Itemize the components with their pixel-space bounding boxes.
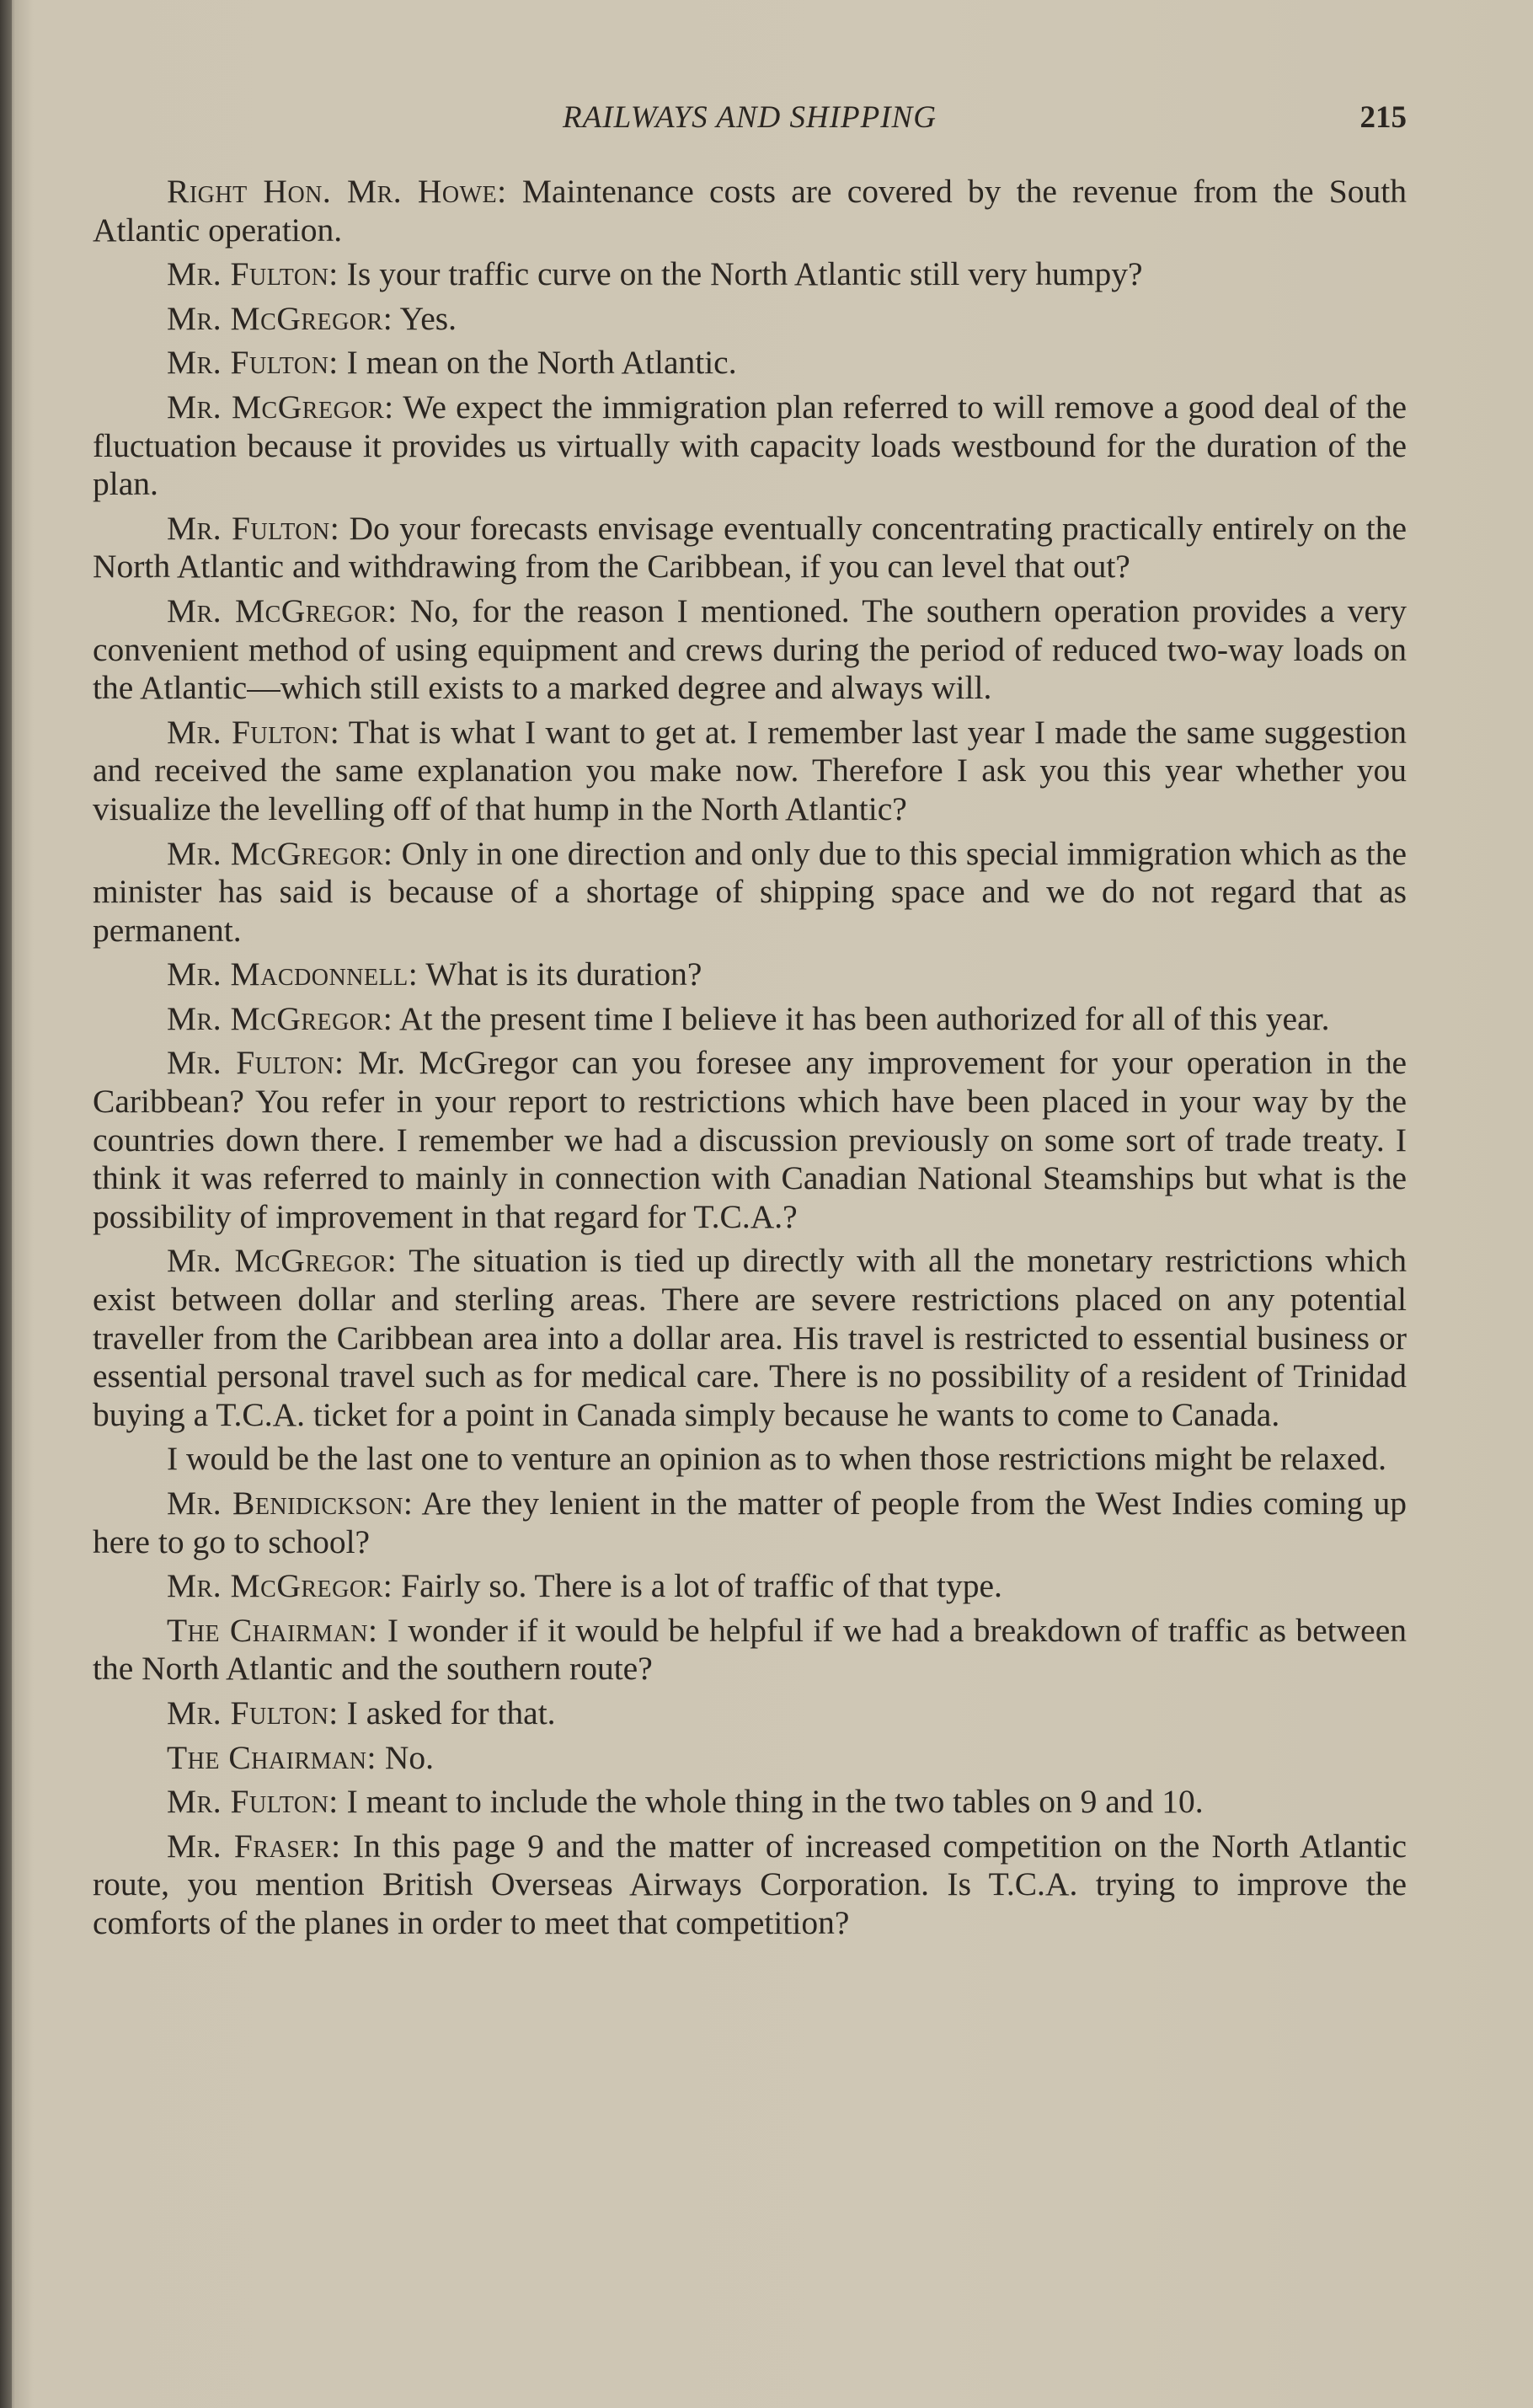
paragraph-text: The situation is tied up directly with all the monetary restrictions which exist between dollar and sterling areas. There are severe restrictions placed on any potential traveller from the Caribbean area into a dollar area. His travel is restricted to essential business or essential personal travel such as for medical care. There is no possibility of a resident of Trinidad buying a T.C.A. ticket for a point in Canada simply because he wants to come to Canada.: [93, 1242, 1407, 1433]
paragraph: [93, 1044, 1407, 1236]
speaker-name: Mr. Macdonnell:: [167, 955, 419, 993]
speaker-name: Mr. Benidickson:: [167, 1485, 414, 1522]
running-head: RAILWAYS AND SHIPPING: [563, 100, 937, 135]
speaker-name: Mr. McGregor:: [167, 299, 393, 337]
speaker-name: Mr. Fulton:: [167, 509, 340, 547]
paragraph-text: I wonder if it would be helpful if we had a breakdown of traffic as between the North Atlantic and the southern route?: [93, 1611, 1407, 1688]
speaker-name: Right Hon. Mr. Howe:: [167, 173, 507, 210]
paragraph: [93, 1783, 1407, 1822]
speaker-name: Mr. Fulton:: [167, 1044, 345, 1082]
page-number: 215: [1359, 100, 1407, 135]
paragraph: [93, 1739, 1407, 1778]
paragraph-text: At the present time I believe it has been authorized for all of this year.: [393, 999, 1330, 1037]
speaker-name: Mr. Fulton:: [167, 344, 339, 382]
speaker-name: Mr. Fulton:: [167, 1694, 339, 1731]
paragraph-text: Do your forecasts envisage eventually concentrating practically entirely on the North Atlantic and withdrawing from the Caribbean, if you can level that out?: [93, 509, 1407, 586]
speaker-name: Mr. Fulton:: [167, 255, 339, 293]
paragraph-text: I would be the last one to venture an opinion as to when those restrictions might be relaxed.: [167, 1440, 1386, 1478]
speaker-name: Mr. Fulton:: [167, 1783, 339, 1821]
paragraph-text: No.: [376, 1738, 434, 1776]
paragraph-text: Maintenance costs are covered by the revenue from the South Atlantic operation.: [93, 173, 1407, 249]
paragraph-text: That is what I want to get at. I remember last year I made the same suggestion and received the same explanation you make now. Therefore I ask you this year whether you visualize the levelling off of that hump in the North Atlantic?: [93, 713, 1407, 827]
speaker-name: The Chairman:: [167, 1738, 377, 1776]
paragraph-text: Are they lenient in the matter of people from the West Indies coming up here to go to school?: [93, 1485, 1407, 1560]
paragraph: [93, 1612, 1407, 1688]
paragraph: [93, 1242, 1407, 1434]
paragraph-text: In this page 9 and the matter of increased competition on the North Atlantic route, you mention British Overseas Airways Corporation. Is T.C.A. trying to improve the comforts of the planes in order to meet that competition?: [93, 1827, 1407, 1941]
paragraph: [93, 388, 1407, 504]
transcript-body: [93, 173, 1407, 1949]
paragraph-text: I mean on the North Atlantic.: [338, 344, 737, 382]
paragraph: [93, 510, 1407, 586]
paragraph: [93, 344, 1407, 383]
speaker-name: Mr. Fulton:: [167, 713, 340, 751]
paragraph: [93, 955, 1407, 994]
paragraph: [93, 300, 1407, 339]
book-spine-shadow: [0, 0, 12, 2408]
paragraph: [93, 714, 1407, 829]
paragraph: [93, 173, 1407, 249]
paragraph-text: No, for the reason I mentioned. The southern operation provides a very convenient method of using equipment and crews during the period of reduced two-way loads on the Atlantic—which still exists to a marked degree and always will.: [93, 591, 1407, 707]
speaker-name: Mr. McGregor:: [167, 834, 393, 872]
paragraph-text: Fairly so. There is a lot of traffic of that type.: [393, 1567, 1002, 1605]
paragraph: [93, 1694, 1407, 1733]
paragraph: [93, 1485, 1407, 1561]
paragraph-text: Yes.: [393, 299, 457, 337]
paragraph-text: I meant to include the whole thing in the two tables on 9 and 10.: [338, 1783, 1204, 1821]
speaker-name: Mr. McGregor:: [167, 388, 394, 425]
paragraph-text: Is your traffic curve on the North Atlantic still very humpy?: [338, 255, 1143, 293]
paragraph: [93, 255, 1407, 294]
paragraph: [93, 1567, 1407, 1606]
paragraph-text: Mr. McGregor can you foresee any improvement for your operation in the Caribbean? You refer in your report to restrictions which have been placed in your way by the countries down there. I remember we had a discussion previously on some sort of trade treaty. I think it was referred to mainly in connection with Canadian National Steamships but what is the possibility of improvement in that regard for T.C.A.?: [93, 1044, 1407, 1235]
paragraph-text: What is its duration?: [418, 955, 702, 993]
speaker-name: Mr. McGregor:: [167, 999, 393, 1037]
paragraph: [93, 1000, 1407, 1039]
paragraph: [93, 1827, 1407, 1943]
paragraph-text: Only in one direction and only due to this special immigration which as the minister has said is because of a shortage of shipping space and we do not regard that as permanent.: [93, 834, 1407, 949]
speaker-name: The Chairman:: [167, 1611, 378, 1649]
paragraph: [93, 835, 1407, 950]
speaker-name: Mr. McGregor:: [167, 1242, 398, 1280]
speaker-name: Mr. McGregor:: [167, 1567, 393, 1605]
page-header: [93, 99, 1407, 142]
paragraph-text: I asked for that.: [338, 1694, 556, 1731]
paragraph: [93, 592, 1407, 708]
speaker-name: Mr. Fraser:: [167, 1827, 341, 1865]
paragraph-text: We expect the immigration plan referred to will remove a good deal of the fluctuation because it provides us virtually with capacity loads westbound for the duration of the plan.: [93, 388, 1407, 503]
paragraph: [93, 1440, 1407, 1479]
speaker-name: Mr. McGregor:: [167, 591, 398, 629]
